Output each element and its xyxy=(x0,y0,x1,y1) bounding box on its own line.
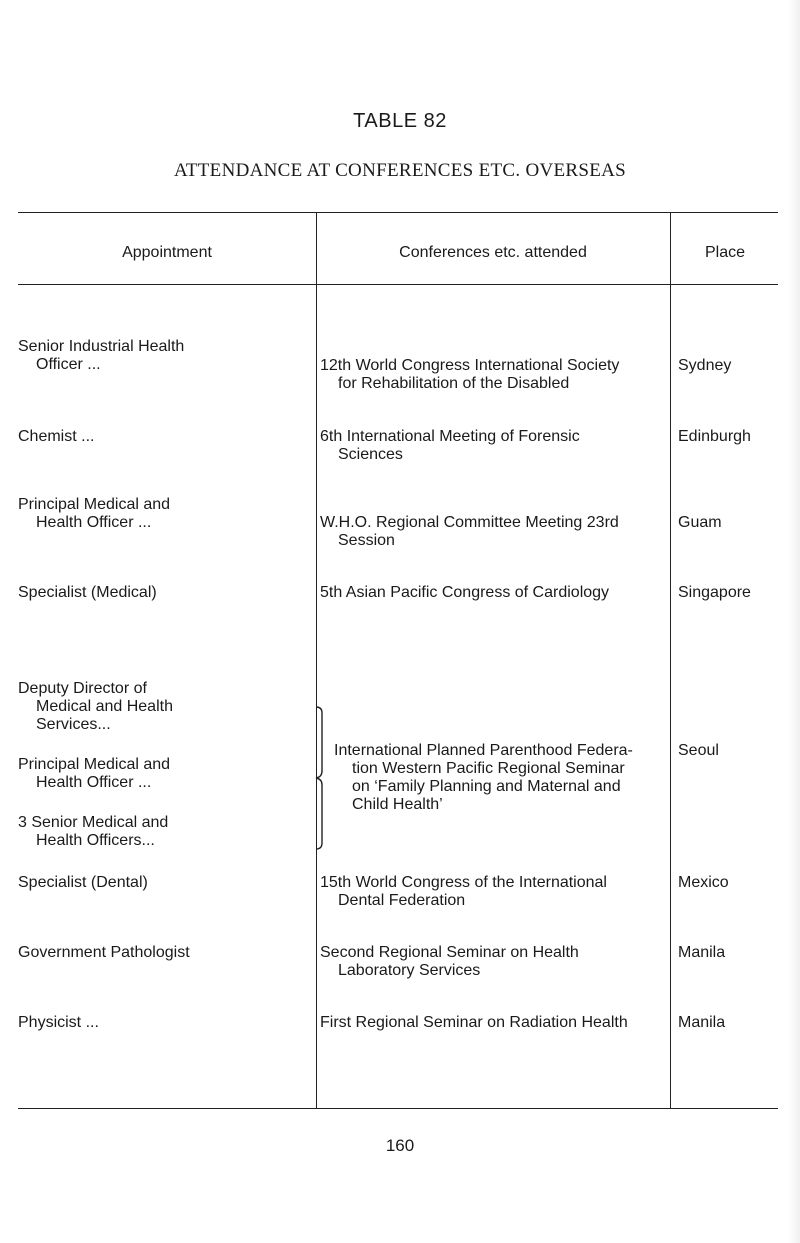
appointment-line: Health Officers... xyxy=(36,832,155,849)
conference-line: on ‘Family Planning and Maternal and xyxy=(352,778,621,795)
conference-line: Session xyxy=(338,532,395,549)
row-8-conference xyxy=(320,1014,670,1032)
appointment-line: Government Pathologist xyxy=(18,944,190,961)
table-title: TABLE 82 xyxy=(353,110,447,132)
page-number: 160 xyxy=(385,1136,415,1155)
row-3-appointment xyxy=(18,496,314,532)
row-6-appointment xyxy=(18,874,314,892)
row-4-place: Singapore xyxy=(678,584,751,601)
appointment-line: Chemist ... xyxy=(18,428,95,445)
header-conferences: Conferences etc. attended xyxy=(399,244,587,261)
row-5-appointment-b xyxy=(18,756,314,792)
conference-line: Sciences xyxy=(338,446,403,463)
appointment-line: Specialist (Medical) xyxy=(18,584,157,601)
appointment-line: Principal Medical and xyxy=(18,496,171,513)
row-7-appointment xyxy=(18,944,314,962)
conference-line: Child Health’ xyxy=(352,796,443,813)
conference-line: International Planned Parenthood Federa- xyxy=(334,742,633,759)
conference-line: 12th World Congress International Society xyxy=(320,357,620,374)
conference-line: 15th World Congress of the International xyxy=(320,874,607,891)
brace-path xyxy=(316,707,322,849)
row-5-conference xyxy=(334,742,670,814)
row-2-appointment xyxy=(18,428,314,446)
appointment-line: Principal Medical and xyxy=(18,756,171,773)
appointment-line: Specialist (Dental) xyxy=(18,874,148,891)
header-appointment: Appointment xyxy=(122,244,212,261)
conference-line: Second Regional Seminar on Health xyxy=(320,944,579,961)
table-bottom-rule xyxy=(18,1108,778,1109)
appointment-line: Officer ... xyxy=(36,356,101,373)
table-top-rule xyxy=(18,212,778,213)
appointment-line: Medical and Health xyxy=(36,698,173,715)
conference-line: W.H.O. Regional Committee Meeting 23rd xyxy=(320,514,619,531)
conference-line: Laboratory Services xyxy=(338,962,481,979)
grouping-brace xyxy=(312,705,332,851)
appointment-line: Services... xyxy=(36,716,111,733)
appointment-line: Health Officer ... xyxy=(36,514,152,531)
page-edge-shadow xyxy=(788,0,800,1243)
row-3-place: Guam xyxy=(678,514,722,531)
conference-line: Dental Federation xyxy=(338,892,466,909)
row-4-conference xyxy=(320,584,670,602)
appointment-line: Health Officer ... xyxy=(36,774,152,791)
table-subtitle: ATTENDANCE AT CONFERENCES ETC. OVERSEAS xyxy=(173,160,627,181)
row-7-conference xyxy=(320,944,670,980)
row-7-place: Manila xyxy=(678,944,726,961)
row-2-place: Edinburgh xyxy=(678,428,751,445)
appointment-line: Physicist ... xyxy=(18,1014,99,1031)
row-2-conference xyxy=(320,428,670,464)
conference-line: 5th Asian Pacific Congress of Cardiology xyxy=(320,584,610,601)
row-5-appointment-c xyxy=(18,814,314,850)
row-1-appointment xyxy=(18,338,314,374)
header-bottom-rule xyxy=(18,284,778,285)
row-4-appointment xyxy=(18,584,314,602)
conference-line: 6th International Meeting of Forensic xyxy=(320,428,580,445)
conference-line: tion Western Pacific Regional Seminar xyxy=(352,760,625,777)
row-8-appointment xyxy=(18,1014,314,1032)
row-8-place: Manila xyxy=(678,1014,726,1031)
row-6-conference xyxy=(320,874,670,910)
column-divider-1 xyxy=(316,212,317,1108)
row-5-appointment-a xyxy=(18,680,314,734)
row-3-conference xyxy=(320,514,670,550)
row-6-place: Mexico xyxy=(678,874,729,891)
appointment-line: 3 Senior Medical and xyxy=(18,814,169,831)
header-place: Place xyxy=(704,244,746,261)
column-divider-2 xyxy=(670,212,671,1108)
conference-line: for Rehabilitation of the Disabled xyxy=(338,375,570,392)
row-1-conference xyxy=(320,357,670,393)
appointment-line: Deputy Director of xyxy=(18,680,147,697)
row-5-place: Seoul xyxy=(678,742,719,759)
row-1-place: Sydney xyxy=(678,357,732,374)
appointment-line: Senior Industrial Health xyxy=(18,338,185,355)
conference-line: First Regional Seminar on Radiation Health xyxy=(320,1014,628,1031)
